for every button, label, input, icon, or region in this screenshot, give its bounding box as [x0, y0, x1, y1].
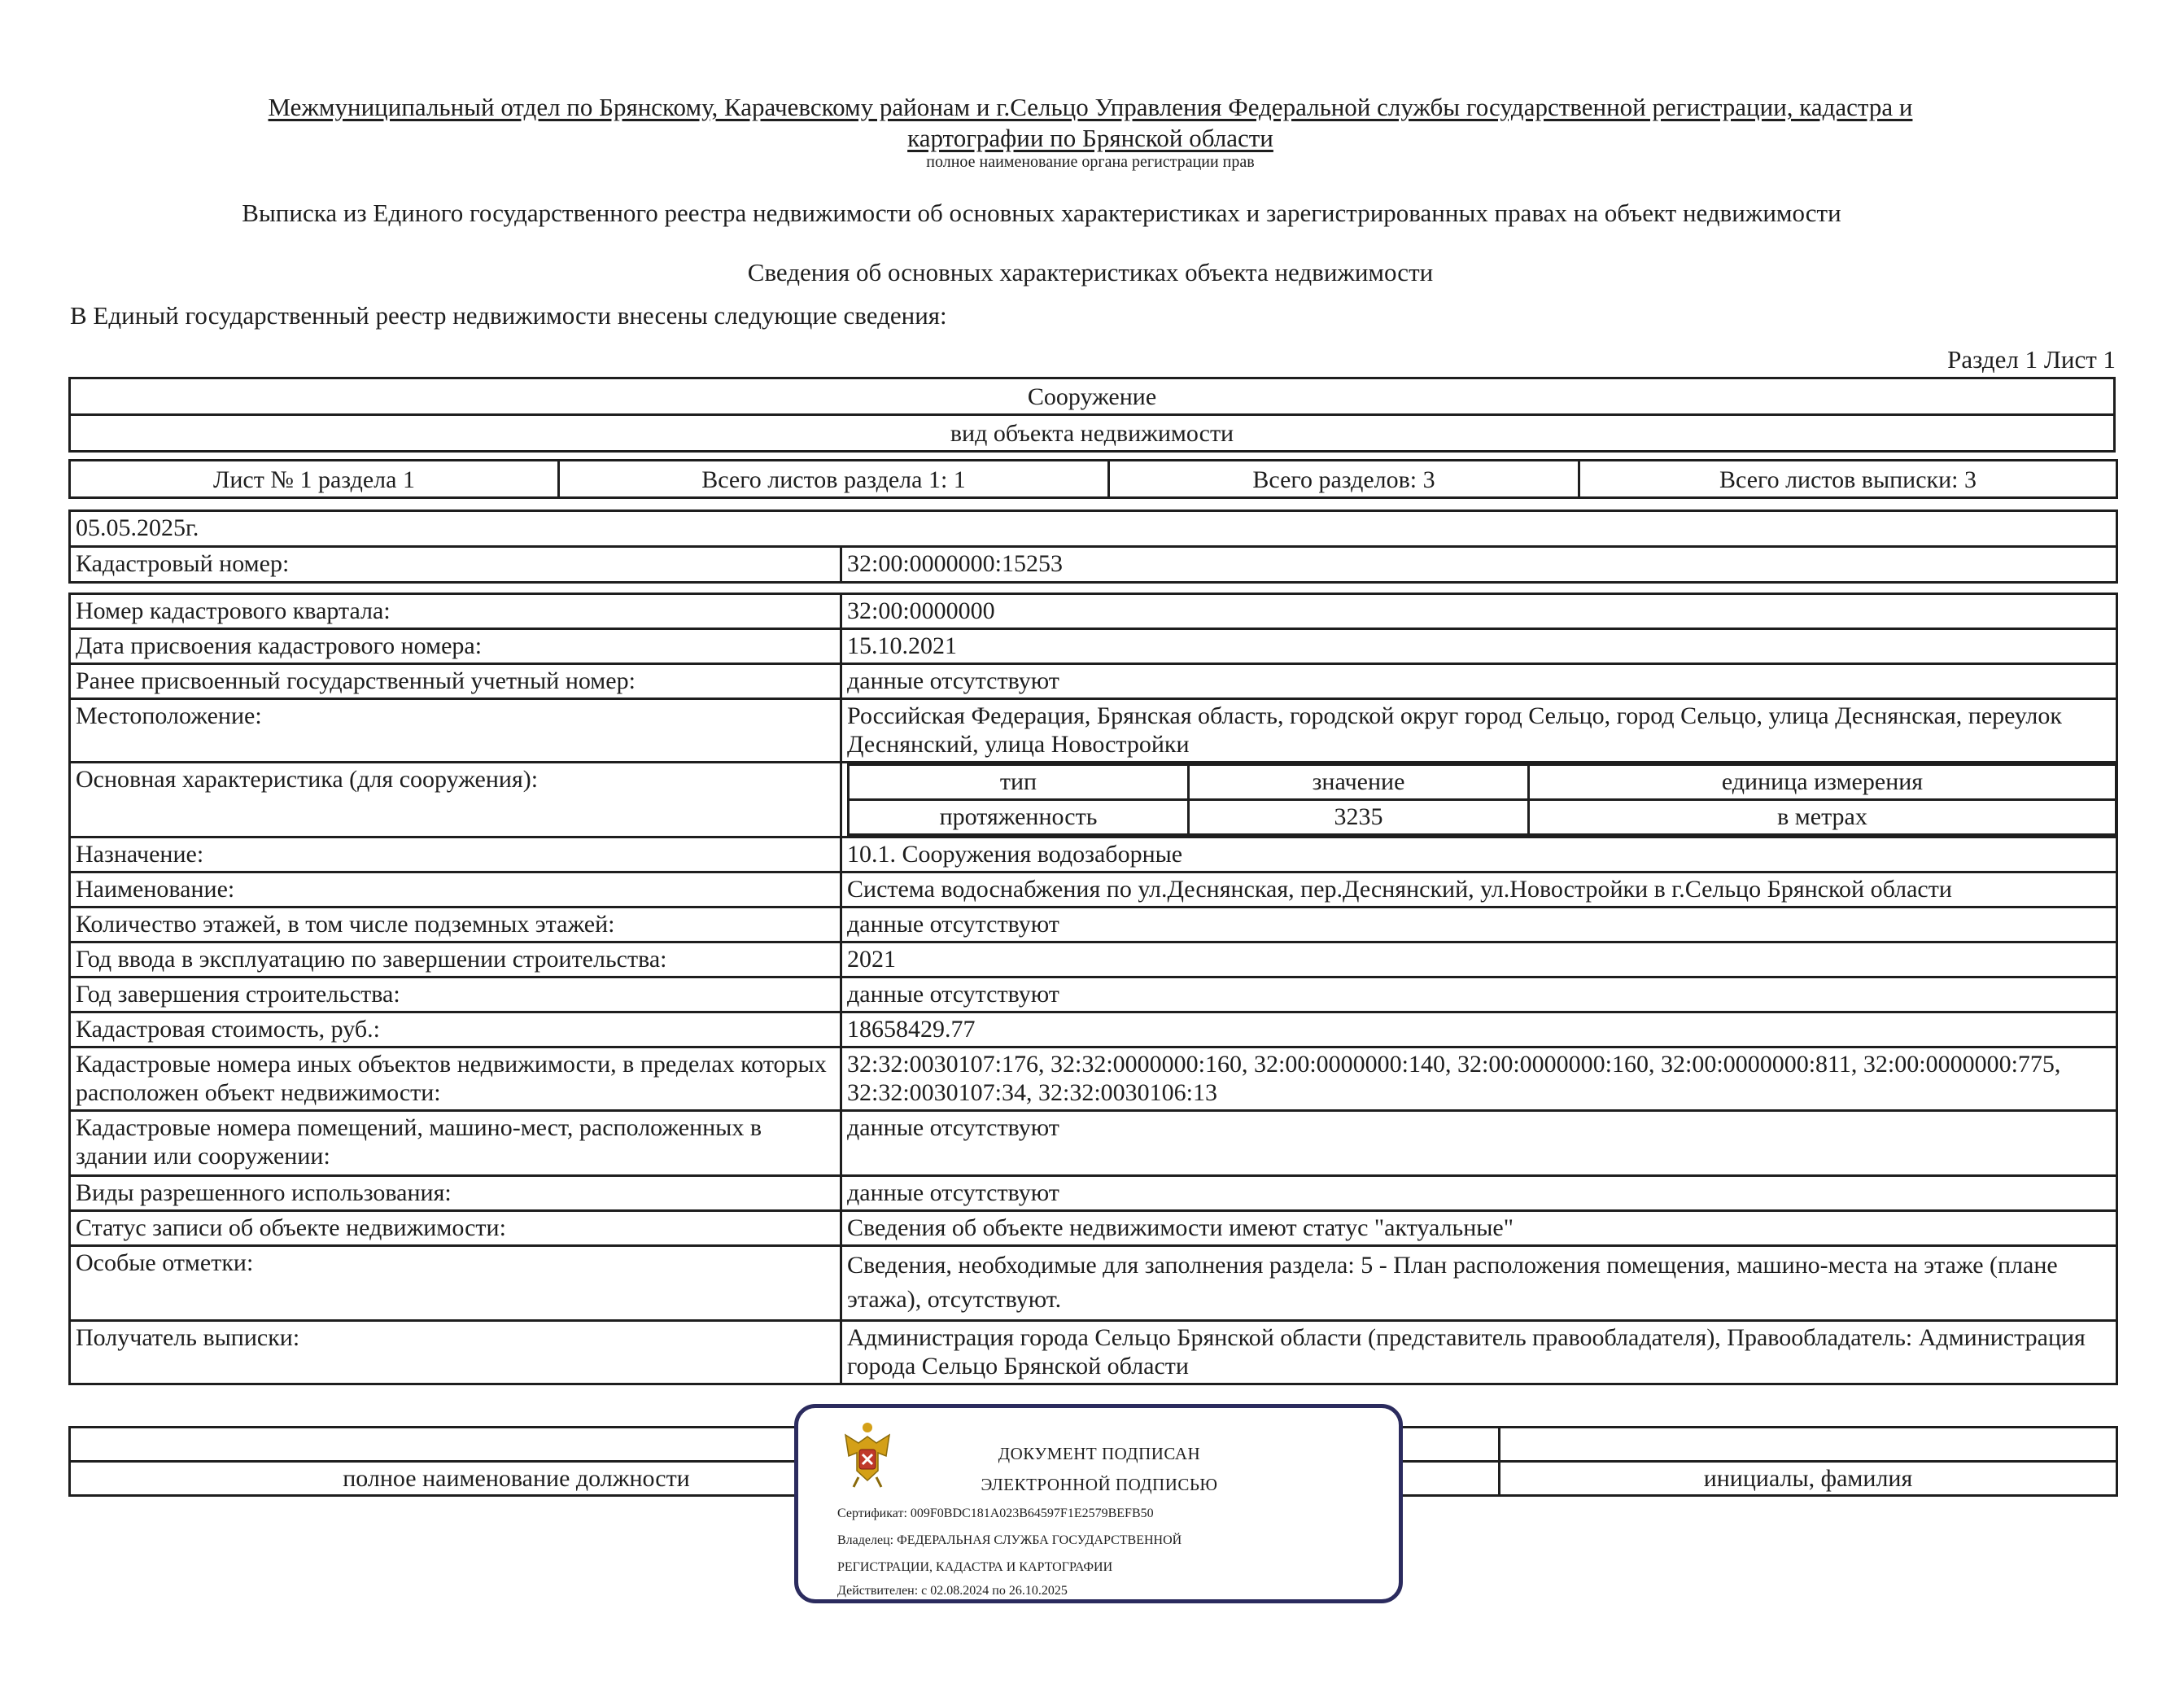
stamp-title-line2: ЭЛЕКТРОННОЙ ПОДПИСЬЮ	[981, 1475, 1218, 1494]
cadastral-number-value: 32:00:0000000:15253	[841, 547, 2117, 583]
main-characteristic-cell	[841, 763, 2117, 837]
table-row	[70, 664, 2117, 699]
row-label: Виды разрешенного использования:	[70, 1176, 841, 1211]
characteristics-table	[68, 593, 2118, 1385]
row-value: данные отсутствуют	[841, 977, 2117, 1012]
table-row	[70, 594, 2117, 629]
char-unit: в метрах	[1529, 800, 2116, 835]
row-label: Основная характеристика (для сооружения):	[70, 763, 841, 837]
sheets-info-table	[68, 459, 2118, 499]
row-label: Год завершения строительства:	[70, 977, 841, 1012]
section-sheet-label: Раздел 1 Лист 1	[1947, 345, 2116, 374]
stamp-validity: Действителен: с 02.08.2024 по 26.10.2025	[837, 1584, 1068, 1598]
row-value: Администрация города Сельцо Брянской области (представитель правообладателя), Правообладатель: Администрация города Сельцо Брянской области	[841, 1321, 2117, 1384]
name-field	[1500, 1428, 2117, 1462]
table-row	[70, 977, 2117, 1012]
extract-title: Выписка из Единого государственного реестра недвижимости об основных характеристиках и зарегистрированных правах на объект недвижимости	[242, 199, 1841, 227]
row-label: Получатель выписки:	[70, 1321, 841, 1384]
main-characteristic-table	[847, 763, 2117, 836]
stamp-title-line1: ДОКУМЕНТ ПОДПИСАН	[998, 1444, 1201, 1463]
char-value: 3235	[1189, 800, 1529, 835]
row-label: Количество этажей, в том числе подземных этажей:	[70, 907, 841, 942]
row-value: Российская Федерация, Брянская область, городской округ город Сельцо, город Сельцо, улица Деснянская, переулок Деснянский, улица Новостройки	[841, 699, 2117, 763]
authority-name-line2: картографии по Брянской области	[907, 124, 1273, 152]
electronic-signature-stamp	[794, 1404, 1403, 1603]
record-header-table	[68, 509, 2118, 584]
section-title: Сведения об основных характеристиках объекта недвижимости	[747, 258, 1434, 286]
table-row	[70, 629, 2117, 664]
table-row	[70, 872, 2117, 907]
double-headed-eagle-emblem-icon	[839, 1420, 896, 1489]
row-value: данные отсутствуют	[841, 1111, 2117, 1176]
row-value: данные отсутствуют	[841, 664, 2117, 699]
position-caption: полное наименование должности	[70, 1462, 963, 1496]
sheet-number: Лист № 1 раздела 1	[70, 461, 559, 498]
row-value: Сведения, необходимые для заполнения раздела: 5 - План расположения помещения, машино-места на этаже (плане этажа), отсутствуют.	[841, 1246, 2117, 1321]
record-date: 05.05.2025г.	[70, 511, 2117, 547]
row-label: Местоположение:	[70, 699, 841, 763]
row-value: Сведения об объекте недвижимости имеют статус "актуальные"	[841, 1211, 2117, 1246]
authority-name-line1: Межмуниципальный отдел по Брянскому, Карачевскому районам и г.Сельцо Управления Федеральной службы государственной регистрации, кадастра и	[268, 93, 1913, 121]
row-label: Назначение:	[70, 837, 841, 872]
table-row	[70, 1047, 2117, 1111]
row-value: данные отсутствуют	[841, 907, 2117, 942]
row-label: Ранее присвоенный государственный учетный номер:	[70, 664, 841, 699]
row-label: Кадастровые номера иных объектов недвижимости, в пределах которых расположен объект недвижимости:	[70, 1047, 841, 1111]
registration-authority-name	[98, 92, 2083, 154]
row-label: Статус записи об объекте недвижимости:	[70, 1211, 841, 1246]
table-row	[70, 1211, 2117, 1246]
object-type-table	[68, 377, 2116, 453]
row-label: Дата присвоения кадастрового номера:	[70, 629, 841, 664]
stamp-owner-line1: Владелец: ФЕДЕРАЛЬНАЯ СЛУЖБА ГОСУДАРСТВЕННОЙ	[837, 1533, 1182, 1547]
table-row	[70, 1111, 2117, 1176]
stamp-certificate: Сертификат: 009F0BDC181A023B64597F1E2579BEFB50	[837, 1507, 1154, 1520]
row-value: Система водоснабжения по ул.Деснянская, пер.Деснянский, ул.Новостройки в г.Сельцо Брянской области	[841, 872, 2117, 907]
table-row	[70, 1321, 2117, 1384]
intro-text: В Единый государственный реестр недвижимости внесены следующие сведения:	[70, 301, 947, 330]
row-label: Номер кадастрового квартала:	[70, 594, 841, 629]
row-value: 32:00:0000000	[841, 594, 2117, 629]
table-row	[70, 1246, 2117, 1321]
row-value: 32:32:0030107:176, 32:32:0000000:160, 32:00:0000000:140, 32:00:0000000:160, 32:00:0000000:811, 32:00:0000000:775, 32:32:0030107:34, 32:32:0030106:13	[841, 1047, 2117, 1111]
table-row	[70, 837, 2117, 872]
row-value: данные отсутствуют	[841, 1176, 2117, 1211]
table-row	[70, 942, 2117, 977]
row-label: Наименование:	[70, 872, 841, 907]
char-header-unit: единица измерения	[1529, 765, 2116, 800]
char-header-value: значение	[1189, 765, 1529, 800]
table-row	[70, 699, 2117, 763]
char-type: протяженность	[849, 800, 1189, 835]
cadastral-number-label: Кадастровый номер:	[70, 547, 841, 583]
table-row	[70, 763, 2117, 837]
object-type-caption: вид объекта недвижимости	[70, 415, 2115, 452]
name-caption: инициалы, фамилия	[1500, 1462, 2117, 1496]
table-row	[70, 907, 2117, 942]
object-type-value: Сооружение	[70, 378, 2115, 415]
row-label: Кадастровые номера помещений, машино-мест, расположенных в здании или сооружении:	[70, 1111, 841, 1176]
table-row	[70, 1012, 2117, 1047]
row-value: 15.10.2021	[841, 629, 2117, 664]
total-sheets-count: Всего листов выписки: 3	[1579, 461, 2117, 498]
authority-caption: полное наименование органа регистрации прав	[926, 153, 1255, 171]
char-header-type: тип	[849, 765, 1189, 800]
row-value: 10.1. Сооружения водозаборные	[841, 837, 2117, 872]
row-label: Особые отметки:	[70, 1246, 841, 1321]
total-sections-count: Всего разделов: 3	[1109, 461, 1579, 498]
row-value: 2021	[841, 942, 2117, 977]
row-label: Кадастровая стоимость, руб.:	[70, 1012, 841, 1047]
stamp-owner-line2: РЕГИСТРАЦИИ, КАДАСТРА И КАРТОГРАФИИ	[837, 1560, 1113, 1574]
row-label: Год ввода в эксплуатацию по завершении строительства:	[70, 942, 841, 977]
row-value: 18658429.77	[841, 1012, 2117, 1047]
section-sheets-count: Всего листов раздела 1: 1	[559, 461, 1109, 498]
table-row	[70, 1176, 2117, 1211]
